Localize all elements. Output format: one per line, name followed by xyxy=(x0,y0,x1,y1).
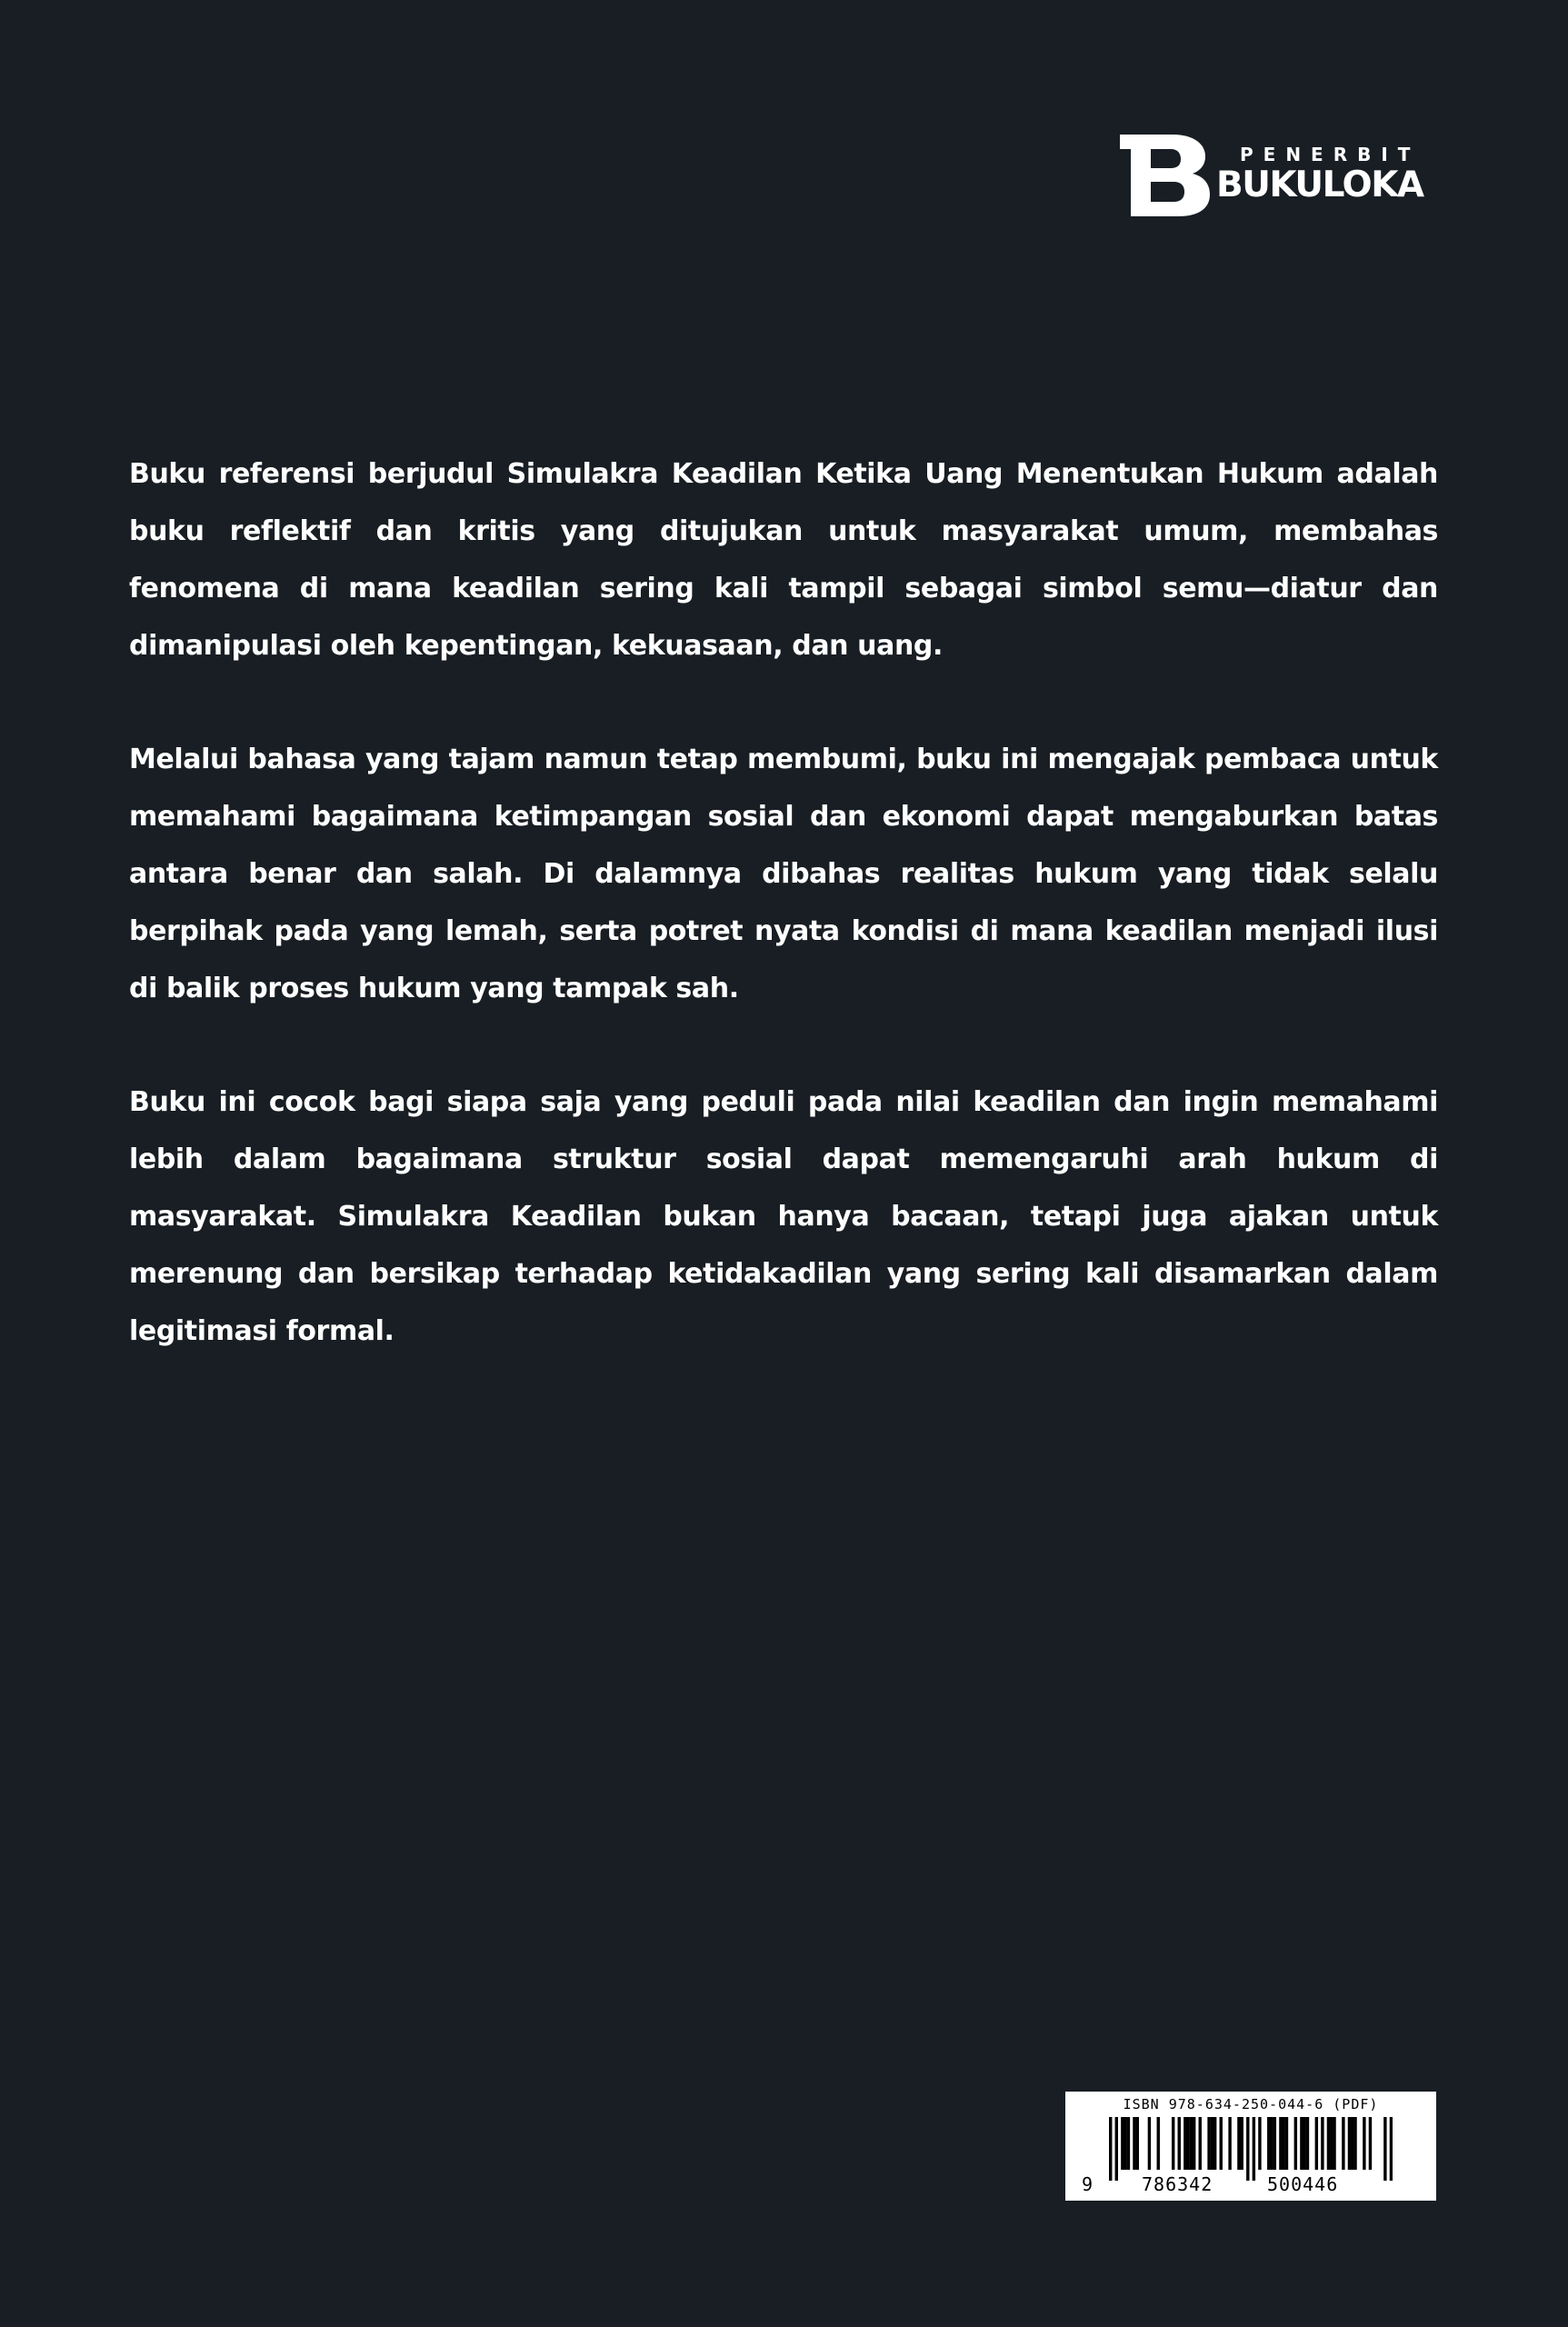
barcode-bar xyxy=(1315,2117,1318,2170)
barcode-bar xyxy=(1172,2117,1174,2170)
barcode-bar xyxy=(1383,2117,1386,2181)
blurb-paragraph: Melalui bahasa yang tajam namun tetap membumi, buku ini mengajak pembaca untuk memahami bagaimana ketimpangan sosial dan ekonomi dapat mengaburkan batas antara benar dan salah. Di dalamnya dibahas realitas hukum yang tidak selalu berpihak pada yang lemah, serta potret nyata kondisi di mana keadilan menjadi ilusi di balik proses hukum yang tampak sah. xyxy=(129,744,1438,1004)
barcode-bar xyxy=(1258,2117,1261,2170)
back-cover-blurb xyxy=(129,445,1438,1416)
barcode-bar xyxy=(1285,2117,1288,2170)
barcode-bar xyxy=(1193,2117,1195,2170)
barcode-bar xyxy=(1303,2117,1305,2170)
barcode-bar xyxy=(1353,2117,1356,2170)
barcode-bar xyxy=(1186,2117,1189,2170)
barcode-bar xyxy=(1178,2117,1181,2170)
barcode-bar xyxy=(1220,2117,1223,2170)
barcode-bar xyxy=(1333,2117,1335,2170)
barcode-bar xyxy=(1148,2117,1151,2170)
barcode-bar xyxy=(1363,2117,1365,2170)
barcode-bar xyxy=(1211,2117,1213,2170)
barcode-bar xyxy=(1136,2117,1139,2170)
barcode-bar xyxy=(1342,2117,1344,2170)
barcode-bar xyxy=(1124,2117,1126,2170)
barcode-bar xyxy=(1321,2117,1323,2170)
barcode-bar xyxy=(1267,2117,1270,2170)
barcode-bar xyxy=(1330,2117,1333,2170)
isbn-barcode xyxy=(1065,2092,1436,2201)
publisher-logo xyxy=(1120,135,1438,216)
barcode-bar xyxy=(1121,2117,1124,2170)
barcode-bar xyxy=(1282,2117,1284,2170)
barcode-bar xyxy=(1133,2117,1135,2170)
barcode-bar xyxy=(1157,2117,1160,2170)
barcode-bar xyxy=(1115,2117,1118,2181)
publisher-label: PENERBIT xyxy=(1240,144,1421,165)
blurb-paragraph: Buku referensi berjudul Simulakra Keadilan Ketika Uang Menentukan Hukum adalah buku reflektif dan kritis yang ditujukan untuk masyarakat umum, membahas fenomena di mana keadilan sering kali tampil sebagai simbol semu—diatur dan dimanipulasi oleh kepentingan, kekuasaan, dan uang. xyxy=(129,458,1438,662)
barcode-bar xyxy=(1199,2117,1202,2170)
isbn-label: ISBN 978-634-250-044-6 (PDF) xyxy=(1123,2096,1379,2112)
barcode-bar xyxy=(1228,2117,1231,2170)
barcode-right-digits: 500446 xyxy=(1267,2173,1339,2195)
barcode-bar xyxy=(1279,2117,1282,2170)
barcode-first-digit: 9 xyxy=(1082,2173,1094,2195)
barcode-bar xyxy=(1241,2117,1243,2170)
barcode-bar xyxy=(1327,2117,1330,2170)
barcode-bar xyxy=(1246,2117,1249,2181)
barcode-bar xyxy=(1369,2117,1372,2170)
barcode-bars-icon xyxy=(1109,2117,1393,2181)
barcode-bar xyxy=(1351,2117,1353,2170)
bukuloka-b-logo-icon xyxy=(1120,135,1211,216)
barcode-bar xyxy=(1183,2117,1186,2170)
barcode-bar xyxy=(1207,2117,1210,2170)
barcode-bar xyxy=(1213,2117,1216,2170)
barcode-bar xyxy=(1306,2117,1309,2170)
barcode-bar xyxy=(1390,2117,1393,2181)
barcode-bar xyxy=(1109,2117,1112,2181)
publisher-name: BUKULOKA xyxy=(1216,165,1423,205)
barcode-bar xyxy=(1300,2117,1303,2170)
barcode-bar xyxy=(1237,2117,1240,2170)
barcode-bar xyxy=(1294,2117,1297,2170)
barcode-bar xyxy=(1270,2117,1273,2170)
barcode-bar xyxy=(1273,2117,1276,2170)
barcode-bar xyxy=(1127,2117,1130,2170)
barcode-bar xyxy=(1253,2117,1255,2181)
barcode-bar xyxy=(1190,2117,1193,2170)
blurb-paragraph: Buku ini cocok bagi siapa saja yang peduli pada nilai keadilan dan ingin memahami lebih dalam bagaimana struktur sosial dapat memengaruhi arah hukum di masyarakat. Simulakra Keadilan bukan hanya bacaan, tetapi juga ajakan untuk merenung dan bersikap terhadap ketidakadilan yang sering kali disamarkan dalam legitimasi formal. xyxy=(129,1086,1438,1347)
barcode-left-digits: 786342 xyxy=(1142,2173,1213,2195)
barcode-bar xyxy=(1348,2117,1351,2170)
